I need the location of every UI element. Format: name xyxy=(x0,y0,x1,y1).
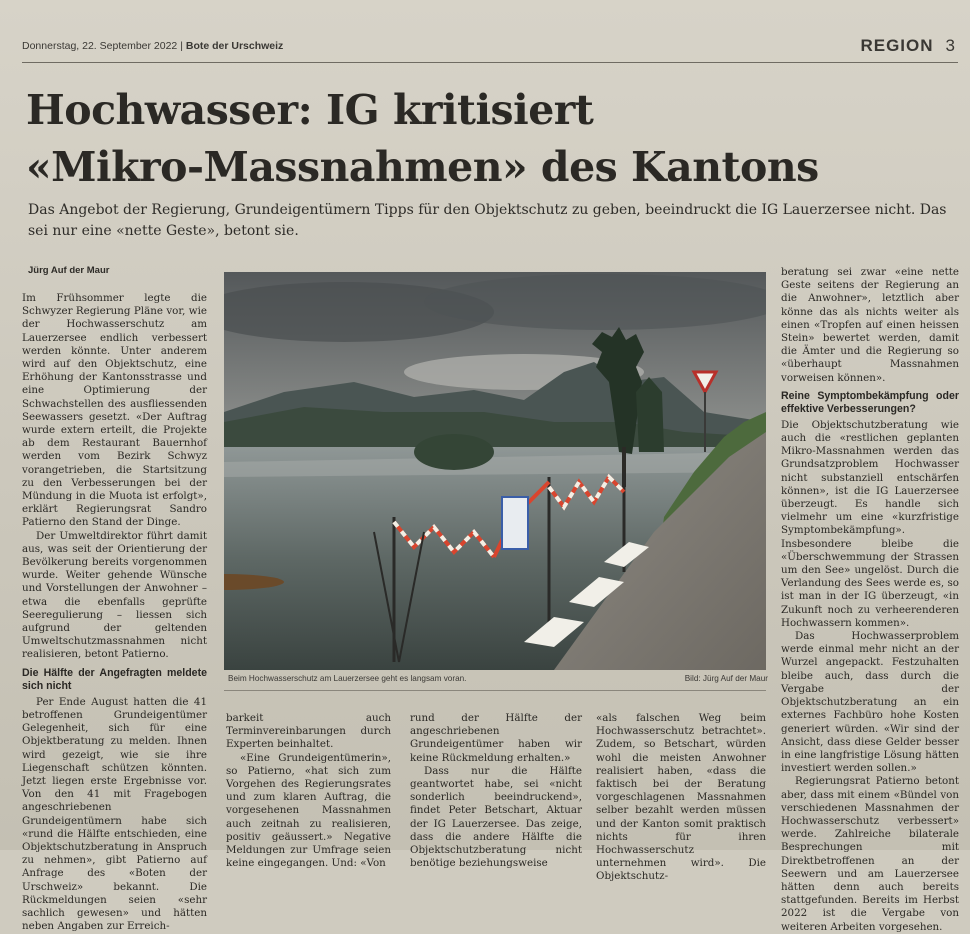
subheading: Reine Symptombekämpfung oder effektive Verbesserungen? xyxy=(781,389,959,415)
road-closed-sign xyxy=(502,497,528,549)
article-headline xyxy=(26,82,956,196)
paragraph: Dass nur die Hälfte geantwortet habe, sei «nicht sonderlich beeindruckend», findet Peter Betschart, Aktuar der IG Lauerzersee. Das zeige, dass die andere Hälfte die Objektschutzberatung nicht benötige beziehungsweise xyxy=(410,764,582,870)
paragraph: Die Objektschutzberatung wie auch die «restlichen geplanten Mikro-Massnahmen werden das Grundsatzproblem Hochwasser nicht substanziell entschärfen können», ist die IG Lauerzersee überzeugt. Es handle sich vielmehr um eine «kurzfristige Symptombekämpfung». Insbesondere bleibe die «Überschwemmung der Strassen um den See» ungelöst. Durch die Verlandung des Sees werde es, so ist man in der IG überzeugt, «in Zukunft noch zu verheerenderen Hochwassern kommen». xyxy=(781,418,959,629)
section-name: REGION xyxy=(860,36,934,55)
article-column-5 xyxy=(781,266,959,934)
article-lead: Das Angebot der Regierung, Grundeigentümern Tipps für den Objektschutz zu geben, beeindruckt die IG Lauerzersee nicht. Das sei nur eine «nette Geste», betont sie. xyxy=(28,202,947,239)
caption-rule xyxy=(224,690,766,691)
article-column-1 xyxy=(22,292,207,933)
paragraph: «als falschen Weg beim Hochwasserschutz betrachtet». Zudem, so Betschart, würden wohl die meisten Anwohner realisiert haben, «dass die faktisch bei der Beratung vorgeschlagenen Massnahmen selber bezahlt werden müssen und der Kanton somit praktisch nichts für ihren Hochwasserschutz unternehmen wird». Die Objektschutz- xyxy=(596,712,766,883)
page-number: 3 xyxy=(945,36,956,55)
headline-line-2: «Mikro-Massnahmen» des Kantons xyxy=(26,143,819,191)
section-header xyxy=(860,36,956,56)
paragraph: barkeit auch Terminvereinbarungen durch Experten beinhaltet. xyxy=(226,712,391,751)
paragraph: beratung sei zwar «eine nette Geste seitens der Regierung an die Anwohner», letztlich aber könne das als nichts weiter als einen «Tropfen auf einen heissen Stein» bewertet werden, damit die Ämter und die Regierung so «überhaupt Massnahmen vorweisen können». xyxy=(781,266,959,384)
header-separator: | xyxy=(180,40,183,52)
article-column-3 xyxy=(410,712,582,870)
article-photo xyxy=(224,272,766,670)
photo-caption-row xyxy=(228,674,768,683)
publication-name: Bote der Urschweiz xyxy=(185,40,284,52)
paragraph: Im Frühsommer legte die Schwyzer Regierung Pläne vor, wie der Hochwasserschutz am Lauerzersee endlich verbessert werden könnte. Unter anderem wird auf den Objektschutz, eine Erhöhung der Kantonsstrasse und eine Optimierung der Schwachstellen des ausfliessenden Seewassers gesetzt. «Der Auftrag wurde extern erteilt, die Projekte ab dem Restaurant Bauernhof werden vom Bezirk Schwyz vorangetrieben, die Startsitzung zu den Verbesserungen bei der Mündung in die Muota ist erfolgt», erklärt Regierungsrat Sandro Patierno den Stand der Dinge. xyxy=(22,292,207,529)
photo-credit: Bild: Jürg Auf der Maur xyxy=(684,674,768,683)
page-header-dateline xyxy=(22,40,283,52)
paragraph: Das Hochwasserproblem werde einmal mehr nicht an der Wurzel angepackt. Festzuhalten bleibe auch, dass durch die Vergabe der Objektschutzberatung an ein externes Fachbüro hohe Kosten generiert würden. «Wir sind der Ansicht, dass diese Gelder besser in eine langfristige Lösung hätten investiert werden sollen.» xyxy=(781,630,959,775)
flooded-lake-photo xyxy=(224,272,766,670)
paragraph: Per Ende August hatten die 41 betroffenen Grundeigentümer Gelegenheit, sich für eine Objektberatung zu melden. Ihnen wird gezeigt, wie sie ihre Liegenschaft schützen könnten. Jetzt liegen erste Ergebnisse vor. Von den 41 mit Fragebogen angeschriebenen Grundeigentümern habe sich «rund die Hälfte entschieden, eine Objektschutzberatung in Anspruch zu nehmen», gibt Patierno auf Anfrage des «Boten der Urschweiz» bekannt. Die Rückmeldungen seien «sehr sachlich gewesen» und hätten neben Angaben zur Erreich- xyxy=(22,695,207,933)
header-rule xyxy=(22,62,958,63)
paragraph: Regierungsrat Patierno betont aber, dass mit einem «Bündel von verschiedenen Massnahmen der Hochwasserschutz verbessert» werde. Zahlreiche bilaterale Besprechungen mit Direktbetroffenen an der Seewern und am Lauerzersee hätten denn auch bereits stattgefunden. Bereits im Herbst 2022 ist die Vergabe von weiteren Arbeiten vorgesehen. xyxy=(781,775,959,933)
article-column-2 xyxy=(226,712,391,870)
paragraph: Der Umweltdirektor führt damit aus, was seit der Orientierung der Bevölkerung bereits vorgenommen wurde. Weiter gehende Wünsche und Vorstellungen der Anwohner – etwa die ebenfalls geprüfte Seeregulierung – liessen sich aufgrund der geltenden Umweltschutzmassnahmen nicht realisieren, betont Patierno. xyxy=(22,529,207,661)
article-column-4 xyxy=(596,712,766,884)
paragraph: rund der Hälfte der angeschriebenen Grundeigentümer haben wir keine Rückmeldung erhalten.» xyxy=(410,712,582,764)
paragraph: «Eine Grundeigentümerin», so Patierno, «hat sich zum Vorgehen des Regierungsrates und zum klaren Auftrag, die vorgesehenen Massnahmen auch zeitnah zu realisieren, positiv geäussert.» Negative Meldungen zur Umfrage seien keine eingegangen. Und: «Von xyxy=(226,751,391,870)
headline-line-1: Hochwasser: IG kritisiert xyxy=(26,86,594,134)
photo-caption: Beim Hochwasserschutz am Lauerzersee geht es langsam voran. xyxy=(228,674,467,683)
issue-date: Donnerstag, 22. September 2022 xyxy=(22,40,178,52)
author-byline: Jürg Auf der Maur xyxy=(28,265,110,276)
subheading: Die Hälfte der Angefragten meldete sich nicht xyxy=(22,666,207,692)
